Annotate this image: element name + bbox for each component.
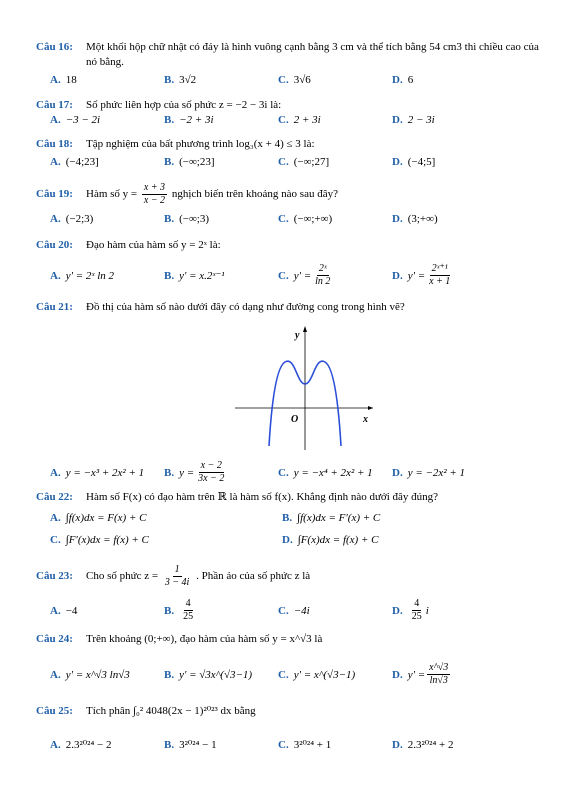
question-number: Câu 23: xyxy=(36,570,73,582)
option-d[interactable]: D. $\frac{4}{25}$ i xyxy=(392,598,429,622)
option-b[interactable]: B. y' = √3x^(√3−1) xyxy=(164,668,253,681)
question-text: Đồ thị của hàm số nào dưới đây có dạng như đường cong trong hình vẽ? xyxy=(86,301,405,313)
question-16 xyxy=(36,40,546,70)
question-24 xyxy=(36,632,546,647)
question-text: Tích phân ∫₀² 4048(2x − 1)²⁰²³ dx bằng xyxy=(86,705,256,717)
question-text: Trên khoảng (0;+∞), đạo hàm của hàm số y = x^√3 là xyxy=(86,633,323,645)
option-b[interactable]: B. y' = x.2ˣ⁻¹ xyxy=(164,270,225,282)
option-c[interactable]: C. 3²⁰²⁴ + 1 xyxy=(278,739,332,751)
question-number: Câu 17: xyxy=(36,99,73,111)
option-b[interactable]: B. 3²⁰²⁴ − 1 xyxy=(164,739,217,751)
option-c[interactable]: C. 2 + 3i xyxy=(278,114,321,126)
options-19 xyxy=(50,213,556,225)
options-18 xyxy=(50,156,556,168)
option-a[interactable]: A. −3 − 2i xyxy=(50,114,101,126)
question-text: Đạo hàm của hàm số y = 2ˣ là: xyxy=(86,239,221,251)
option-a[interactable]: A. 2.3²⁰²⁴ − 2 xyxy=(50,739,112,751)
option-c[interactable]: C. (−∞;27] xyxy=(278,156,330,168)
option-b[interactable]: B. $\frac{4}{25}$ xyxy=(164,598,194,622)
question-number: Câu 21: xyxy=(36,301,73,313)
options-22-row2 xyxy=(50,534,556,546)
option-d[interactable]: D. 2.3²⁰²⁴ + 2 xyxy=(392,739,454,751)
option-a[interactable]: A. 18 xyxy=(50,74,77,86)
option-a[interactable]: A. ∫f(x)dx = F(x) + C xyxy=(50,512,147,524)
question-21 xyxy=(36,300,546,315)
option-d[interactable]: D. y' = $\frac{\text{2ˣ⁺¹}}{x + 1}$ xyxy=(392,263,451,287)
option-d[interactable]: D. (3;+∞) xyxy=(392,213,438,225)
option-c[interactable]: C. (−∞;+∞) xyxy=(278,213,333,225)
question-number: Câu 24: xyxy=(36,633,73,645)
y-axis-label: y xyxy=(295,330,300,341)
question-23 xyxy=(36,564,546,589)
question-text: Cho số phức z = $\frac{1}{3 - 4i}$ . Phần ảo của số phức z là xyxy=(86,564,311,588)
y-axis-arrow xyxy=(303,326,307,332)
options-22-row1 xyxy=(50,512,556,524)
option-b[interactable]: B. ∫f(x)dx = F′(x) + C xyxy=(282,512,381,524)
question-22 xyxy=(36,490,546,505)
question-number: Câu 20: xyxy=(36,239,73,251)
question-25 xyxy=(36,704,546,719)
option-d[interactable]: D. ∫F(x)dx = f(x) + C xyxy=(282,534,379,546)
options-21 xyxy=(50,460,556,485)
options-24 xyxy=(50,662,556,687)
question-text: Số phức liên hợp của số phức z = −2 − 3i là: xyxy=(86,99,282,111)
question-text: Một khối hộp chữ nhật có đáy là hình vuông cạnh bằng 3 cm và thể tích bằng 54 cm3 thì chiều cao của nó bằng. xyxy=(86,41,539,68)
question-number: Câu 22: xyxy=(36,491,73,503)
option-d[interactable]: D. (−4;5] xyxy=(392,156,436,168)
option-c[interactable]: C. y = −x⁴ + 2x² + 1 xyxy=(278,466,373,479)
options-16 xyxy=(50,74,556,86)
option-a[interactable]: A. −4 xyxy=(50,604,78,617)
option-b[interactable]: B. −2 + 3i xyxy=(164,114,214,126)
question-text: Hàm số y = $\frac{x + 3}{x - 2}$ nghịch biến trên khoảng nào sau đây? xyxy=(86,182,338,206)
option-b[interactable]: B. 3√2 xyxy=(164,74,197,86)
option-a[interactable]: A. (−4;23] xyxy=(50,156,99,168)
question-number: Câu 25: xyxy=(36,705,73,717)
option-c[interactable]: C. −4i xyxy=(278,604,310,617)
question-text: Hàm số F(x) có đạo hàm trên ℝ là hàm số f(x). Khẳng định nào dưới đây đúng? xyxy=(86,491,439,503)
option-c[interactable]: C. y' = $\frac{\text{2ˣ}}{\ln 2}$ xyxy=(278,263,331,287)
option-b[interactable]: B. (−∞;23] xyxy=(164,156,215,168)
question-18 xyxy=(36,137,546,152)
question-number: Câu 19: xyxy=(36,188,73,200)
question-17 xyxy=(36,98,546,113)
option-d[interactable]: D. y' = $\frac{x\^{}√3}{\ln√3}$ xyxy=(392,662,449,686)
options-20 xyxy=(50,263,556,288)
x-axis-label: x xyxy=(363,414,368,425)
option-c[interactable]: C. 3√6 xyxy=(278,74,311,86)
option-d[interactable]: D. 2 − 3i xyxy=(392,114,435,126)
option-a[interactable]: A. y' = 2ˣ ln 2 xyxy=(50,269,115,282)
option-a[interactable]: A. y' = x^√3 ln√3 xyxy=(50,668,130,681)
option-d[interactable]: D. y = −2x² + 1 xyxy=(392,466,466,479)
function-graph xyxy=(235,322,375,452)
option-a[interactable]: A. (−2;3) xyxy=(50,213,94,225)
options-17 xyxy=(50,114,556,126)
options-25 xyxy=(50,738,556,751)
option-c[interactable]: C. y' = x^(√3−1) xyxy=(278,668,356,681)
question-text: Tập nghiệm của bất phương trình log₃(x + 4) ≤ 3 là: xyxy=(86,138,315,150)
options-23 xyxy=(50,598,556,623)
option-d[interactable]: D. 6 xyxy=(392,74,414,86)
question-19 xyxy=(36,182,546,207)
option-b[interactable]: B. (−∞;3) xyxy=(164,213,210,225)
question-number: Câu 16: xyxy=(36,41,73,53)
option-c[interactable]: C. ∫F′(x)dx = f(x) + C xyxy=(50,534,149,546)
origin-label: O xyxy=(291,414,299,425)
x-axis-arrow xyxy=(368,406,373,410)
option-a[interactable]: A. y = −x³ + 2x² + 1 xyxy=(50,466,145,479)
question-number: Câu 18: xyxy=(36,138,73,150)
question-20 xyxy=(36,238,546,253)
option-b[interactable]: B. y = $\frac{x - 2}{3x - 2}$ xyxy=(164,460,225,484)
